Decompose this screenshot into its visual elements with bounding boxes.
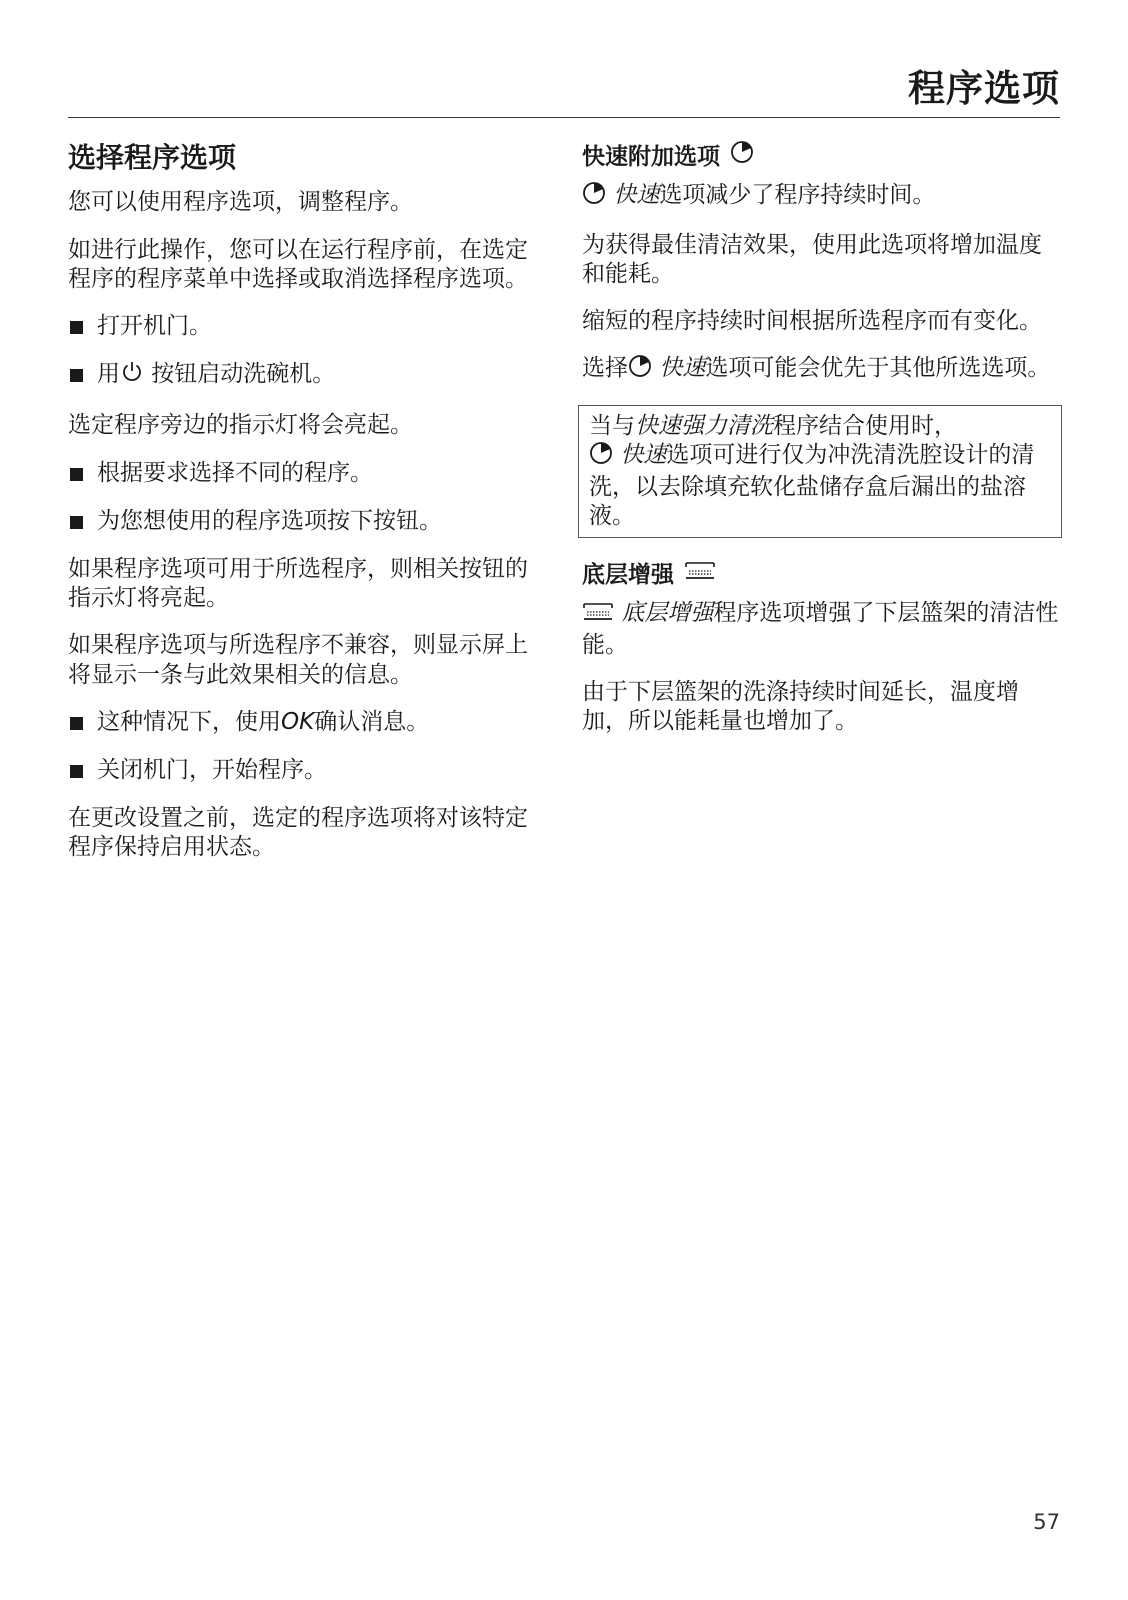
paragraph-text: 程序选项增强了下层篮架的清洁性能。	[582, 599, 1059, 659]
option-name: 快速	[613, 181, 660, 208]
right-column	[582, 140, 1062, 755]
bullet-square-icon	[70, 468, 83, 481]
bullet-text	[97, 360, 335, 392]
bullet-item	[68, 708, 538, 737]
paragraph-text: 选择	[582, 355, 628, 382]
ok-key-label: OK	[281, 708, 315, 735]
lower-basket-icon	[684, 558, 716, 593]
bullet-square-icon	[70, 369, 83, 382]
bullet-square-icon	[70, 717, 83, 730]
bullet-text: 打开机门。	[97, 313, 212, 339]
bullet-square-icon	[70, 516, 83, 529]
note-text	[589, 412, 1051, 532]
paragraph-text: 选项可能会优先于其他所选选项。	[705, 355, 1051, 382]
paragraph: 选定程序旁边的指示灯将会亮起。	[68, 412, 413, 439]
paragraph: 缩短的程序持续时间根据所选程序而有变化。	[582, 308, 1042, 335]
paragraph: 为获得最佳清洁效果，使用此选项将增加温度和能耗。	[582, 231, 1042, 287]
paragraph: 如果程序选项可用于所选程序，则相关按钮的指示灯将亮起。	[68, 556, 528, 612]
bullet-text: 根据要求选择不同的程序。	[97, 459, 373, 486]
heading-text: 快速附加选项	[582, 144, 720, 170]
section-heading-select-options: 选择程序选项	[68, 141, 237, 174]
section-heading-quick	[582, 140, 1062, 175]
heading-text: 底层增强	[582, 562, 674, 589]
bullet-text	[97, 708, 429, 737]
lower-basket-icon	[582, 599, 614, 631]
left-column	[68, 140, 538, 881]
bullet-text: 关闭机门，开始程序。	[97, 757, 327, 784]
bullet-square-icon	[70, 765, 83, 778]
note-text-part: 程序结合使用时，	[773, 412, 957, 439]
bullet-item	[68, 756, 538, 785]
note-text-part: 选项可进行仅为冲洗清洗腔设计的清洗，以去除填充软化盐储存盒后漏出的盐溶液。	[589, 441, 1035, 530]
bullet-text: 为您想使用的程序选项按下按钮。	[97, 507, 442, 534]
paragraph	[582, 354, 1062, 386]
program-name: 快速强力清洗	[635, 412, 773, 439]
section-heading-bottom-boost	[582, 558, 1062, 593]
paragraph: 由于下层篮架的洗涤持续时间延长，温度增加，所以能耗量也增加了。	[582, 679, 1019, 735]
bullet-item	[68, 459, 538, 488]
header-divider	[68, 117, 1060, 118]
option-name: 快速	[659, 355, 706, 382]
note-box	[578, 405, 1062, 539]
bullet-text-part: 按钮启动洗碗机。	[144, 361, 336, 388]
bullet-item	[68, 507, 538, 536]
bullet-text-part: 这种情况下，使用	[97, 708, 281, 735]
option-name: 快速	[620, 441, 667, 468]
option-name: 底层增强	[621, 599, 714, 626]
quick-clock-icon	[628, 354, 652, 386]
note-text-part: 当与	[589, 412, 635, 439]
quick-clock-icon	[582, 181, 606, 213]
power-icon	[120, 360, 144, 392]
page-title: 程序选项	[908, 67, 1060, 110]
quick-clock-icon	[730, 140, 754, 175]
bullet-square-icon	[70, 321, 83, 334]
paragraph: 如果程序选项与所选程序不兼容，则显示屏上将显示一条与此效果相关的信息。	[68, 632, 528, 688]
paragraph: 如进行此操作，您可以在运行程序前，在选定程序的程序菜单中选择或取消选择程序选项。	[68, 236, 528, 292]
paragraph	[582, 181, 1062, 213]
paragraph	[582, 599, 1062, 660]
paragraph: 您可以使用程序选项，调整程序。	[68, 189, 413, 216]
bullet-text-part: 确认消息。	[314, 708, 430, 735]
page-number: 57	[1033, 1510, 1060, 1534]
bullet-item	[68, 312, 538, 341]
paragraph-text: 选项减少了程序持续时间。	[659, 181, 936, 208]
bullet-text-part: 用	[97, 361, 120, 388]
bullet-item	[68, 360, 538, 392]
paragraph: 在更改设置之前，选定的程序选项将对该特定程序保持启用状态。	[68, 805, 528, 861]
quick-clock-icon	[589, 441, 613, 473]
